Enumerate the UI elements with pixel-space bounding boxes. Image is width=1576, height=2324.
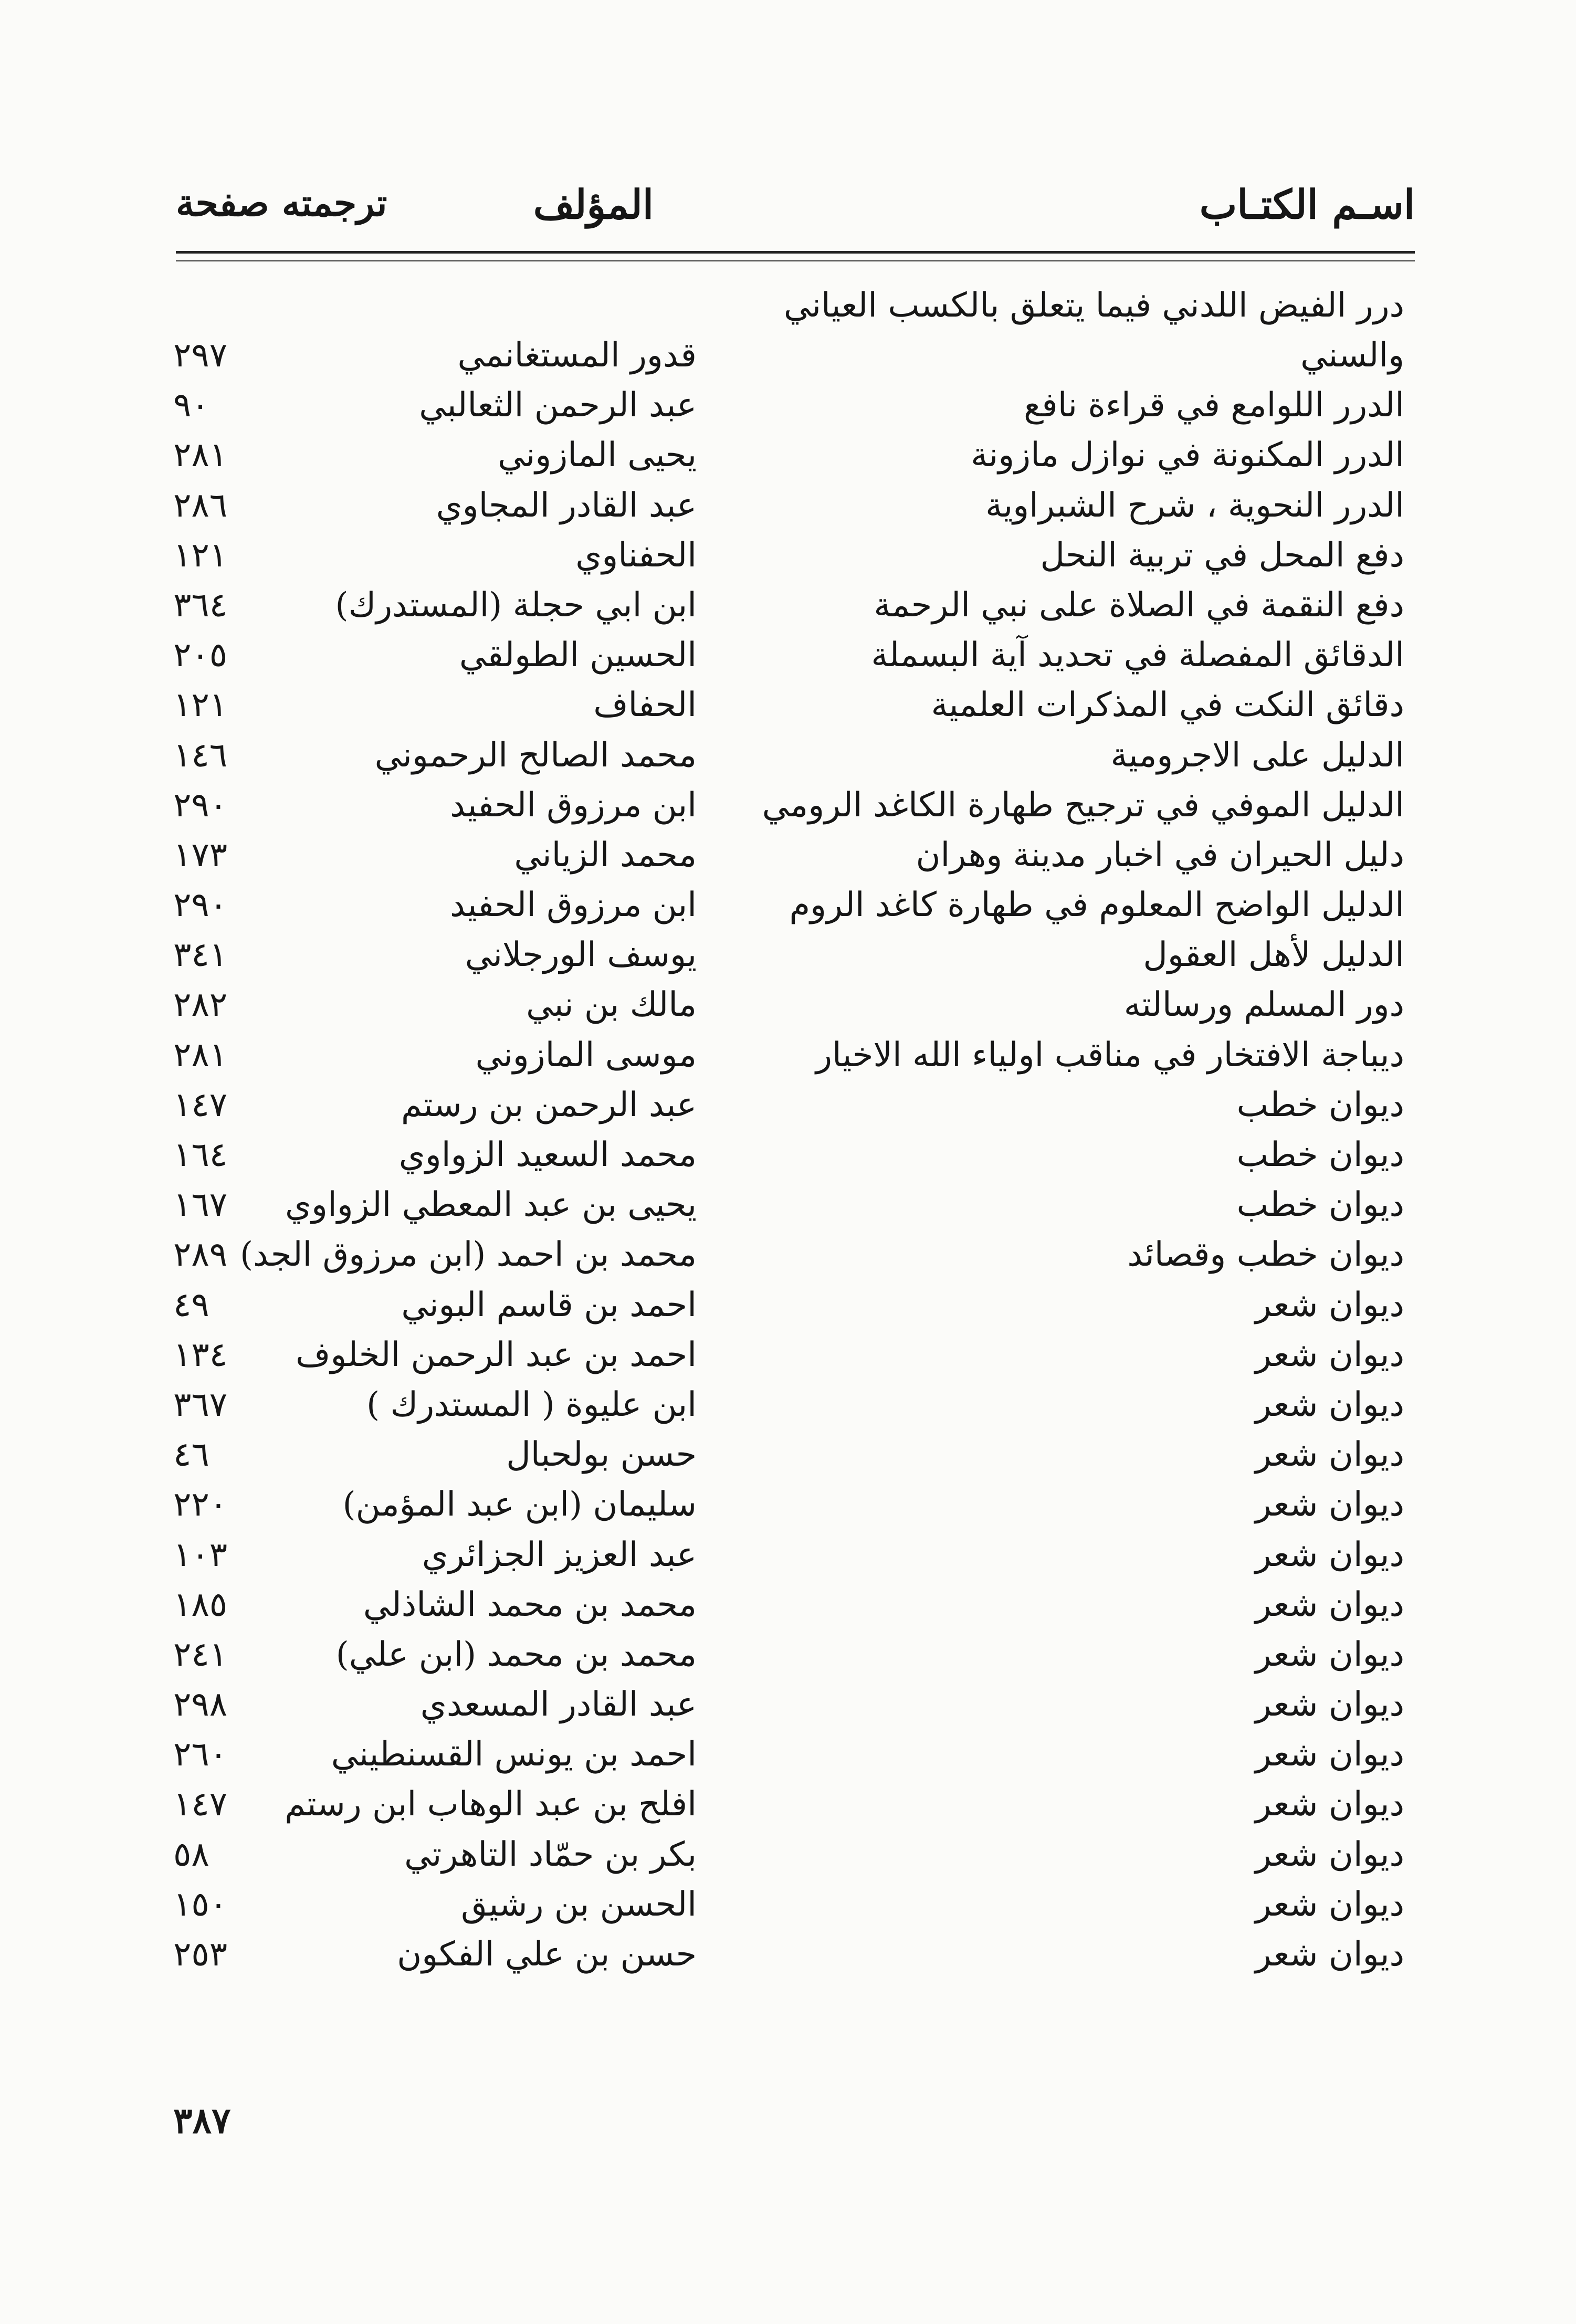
book-title: الدقائق المفصلة في تحديد آية البسملة [871,636,1404,675]
page-ref: ١٦٤ [173,1135,228,1174]
table-header [176,181,1415,239]
table-row [0,1380,1576,1430]
page-ref: ٢٨٩ [173,1235,228,1275]
intro-line: درر الفيض اللدني فيما يتعلق بالكسب العياني [783,286,1404,325]
table-row [0,1430,1576,1480]
table-row [0,1730,1576,1780]
author-name: عبد القادر المسعدي [420,1685,697,1724]
author-name: سليمان (ابن عبد المؤمن) [342,1485,697,1524]
table-row [0,1230,1576,1280]
table-row [0,880,1576,930]
table-row [0,481,1576,531]
page-ref: ٢٢٠ [173,1485,228,1524]
table-row [0,581,1576,630]
book-title: دفع المحل في تربية النحل [1040,535,1404,575]
book-title: ديوان شعر [1255,1535,1404,1574]
page-ref: ٢٤١ [173,1635,228,1674]
table-row [0,1830,1576,1880]
table-row [0,1580,1576,1630]
author-name: ابن مرزوق الحفيد [450,886,697,925]
author-name: احمد بن يونس القسنطيني [331,1735,697,1774]
author-name: محمد الصالح الرحموني [374,735,697,775]
page-ref: ٥٨ [173,1835,209,1874]
page-ref: ١٢١ [173,686,228,725]
table-row [0,1130,1576,1180]
book-title: الدليل لأهل العقول [1143,935,1404,975]
page-ref: ١٧٣ [173,835,228,875]
page-ref: ٢٩٨ [173,1685,228,1724]
book-title: الدرر اللوامع في قراءة نافع [1024,386,1404,425]
book-title: دفع النقمة في الصلاة على نبي الرحمة [874,585,1404,625]
header-rule-thick [176,251,1415,254]
author-name: عبد العزيز الجزائري [422,1535,697,1574]
table-row [0,1280,1576,1330]
book-title: ديوان شعر [1255,1835,1404,1874]
page-ref: ١٤٧ [173,1785,228,1824]
page-ref: ٣٦٤ [173,585,228,625]
book-title: الدرر المكنونة في نوازل مازونة [971,436,1404,475]
book-title: ديوان شعر [1255,1785,1404,1824]
author-name: الحفاف [593,686,697,725]
header-book-title: اسـم الكتـاب [1199,181,1415,228]
header-biography-page: ترجمته صفحة [176,181,387,225]
page-ref: ٤٩ [173,1285,209,1324]
author-name: بكر بن حمّاد التاهرتي [404,1835,697,1874]
page-ref: ٢٩٠ [173,785,228,825]
book-title: ديوان شعر [1255,1585,1404,1624]
page-ref: ٢٩٠ [173,886,228,925]
author-name: الحسن بن رشيق [461,1885,697,1924]
table-row [0,1330,1576,1380]
author-name: الحسين الطولقي [459,636,697,675]
table-row [0,930,1576,980]
author-name: محمد بن محمد (ابن علي) [335,1635,697,1674]
author-name: محمد بن محمد الشاذلي [363,1585,697,1624]
author-name: يحيى المازوني [498,436,697,475]
table-row [0,1630,1576,1680]
author-name: الحفناوي [575,535,697,575]
author-name: مالك بن نبي [526,985,697,1025]
page-ref: ١٠٣ [173,1535,228,1574]
author-name: محمد بن احمد (ابن مرزوق الجد) [240,1235,697,1275]
book-title: الدليل الموفي في ترجيح طهارة الكاغد الرومي [762,785,1404,825]
book-title: ديوان شعر [1255,1735,1404,1774]
page-ref: ٢٦٠ [173,1735,228,1774]
book-title: الدليل الواضح المعلوم في طهارة كاغد الروم [789,886,1404,925]
author-name: عبد القادر المجاوي [436,486,697,525]
table-row [0,731,1576,781]
book-title: ديوان شعر [1255,1435,1404,1475]
book-title: ديوان شعر [1255,1635,1404,1674]
page-ref: ٢٨٢ [173,985,228,1025]
book-title: ديوان شعر [1255,1885,1404,1924]
page-number: ٣٨٧ [173,2100,231,2142]
author-name: احمد بن عبد الرحمن الخلوف [296,1335,697,1374]
page-ref: ١٤٦ [173,735,228,775]
book-title: والسني [1300,336,1404,375]
book-title: الدرر النحوية ، شرح الشبراوية [985,486,1404,525]
table-row [0,1880,1576,1930]
author-name: يوسف الورجلاني [465,935,697,975]
author-name: ابن عليوة ( المستدرك ) [366,1385,697,1424]
table-row [0,1780,1576,1829]
page-ref: ٤٦ [173,1435,209,1475]
page-ref: ١٢١ [173,535,228,575]
table-row [0,1080,1576,1130]
author-name: ابن مرزوق الحفيد [450,785,697,825]
page-ref: ١٦٧ [173,1185,228,1225]
book-title: ديوان شعر [1255,1285,1404,1324]
table-row [0,430,1576,480]
table-row [0,680,1576,730]
table-row [0,1180,1576,1230]
table-row [0,781,1576,830]
author-name: موسى المازوني [475,1035,697,1075]
header-author: المؤلف [533,181,654,228]
page-ref: ٣٤١ [173,935,228,975]
page-ref: ٢٨١ [173,436,228,475]
page-ref: ٣٦٧ [173,1385,228,1424]
author-name: حسن بن علي الفكون [397,1935,697,1974]
book-title: ديوان خطب [1236,1185,1404,1225]
page-ref: ٢٥٣ [173,1935,228,1974]
author-name: احمد بن قاسم البوني [401,1285,697,1324]
table-row [0,331,1576,381]
book-title: ديوان شعر [1255,1935,1404,1974]
book-title: دور المسلم ورسالته [1123,985,1404,1025]
page-ref: ١٨٥ [173,1585,228,1624]
table-row [0,980,1576,1030]
page-ref: ١٥٠ [173,1885,228,1924]
page-ref: ٢٩٧ [173,336,228,375]
book-title: ديباجة الافتخار في مناقب اولياء الله الاخيار [816,1035,1404,1075]
page-ref: ٩٠ [173,386,209,425]
book-title: الدليل على الاجرومية [1110,735,1404,775]
author-name: عبد الرحمن الثعالبي [419,386,697,425]
book-title: ديوان شعر [1255,1335,1404,1374]
table-row [0,381,1576,430]
table-row [0,1030,1576,1080]
table-row [0,630,1576,680]
author-name: يحيى بن عبد المعطي الزواوي [285,1185,697,1225]
author-name: حسن بولحبال [506,1435,697,1475]
header-rule-thin [176,260,1415,261]
book-title: دقائق النكت في المذكرات العلمية [931,686,1404,725]
author-name: محمد السعيد الزواوي [398,1135,697,1174]
book-title: ديوان شعر [1255,1485,1404,1524]
author-name: ابن ابي حجلة (المستدرك) [335,585,697,625]
table-row [0,830,1576,880]
page-ref: ١٣٤ [173,1335,228,1374]
book-title: ديوان شعر [1255,1385,1404,1424]
table-row [0,531,1576,581]
author-name: افلح بن عبد الوهاب ابن رستم [285,1785,697,1824]
book-title: ديوان خطب [1236,1135,1404,1174]
table-row [0,1530,1576,1580]
author-name: عبد الرحمن بن رستم [401,1085,697,1124]
page-ref: ٢٨١ [173,1035,228,1075]
book-title: ديوان شعر [1255,1685,1404,1724]
book-title: دليل الحيران في اخبار مدينة وهران [916,835,1404,875]
author-name: قدور المستغانمي [457,336,697,375]
table-row [0,1680,1576,1730]
page-ref: ١٤٧ [173,1085,228,1124]
page-ref: ٢٠٥ [173,636,228,675]
book-title: ديوان خطب وقصائد [1127,1235,1404,1275]
table-row [0,1480,1576,1530]
author-name: محمد الزياني [514,835,697,875]
index-rows [0,331,1576,1980]
page-ref: ٢٨٦ [173,486,228,525]
table-row [0,1930,1576,1980]
book-title: ديوان خطب [1236,1085,1404,1124]
